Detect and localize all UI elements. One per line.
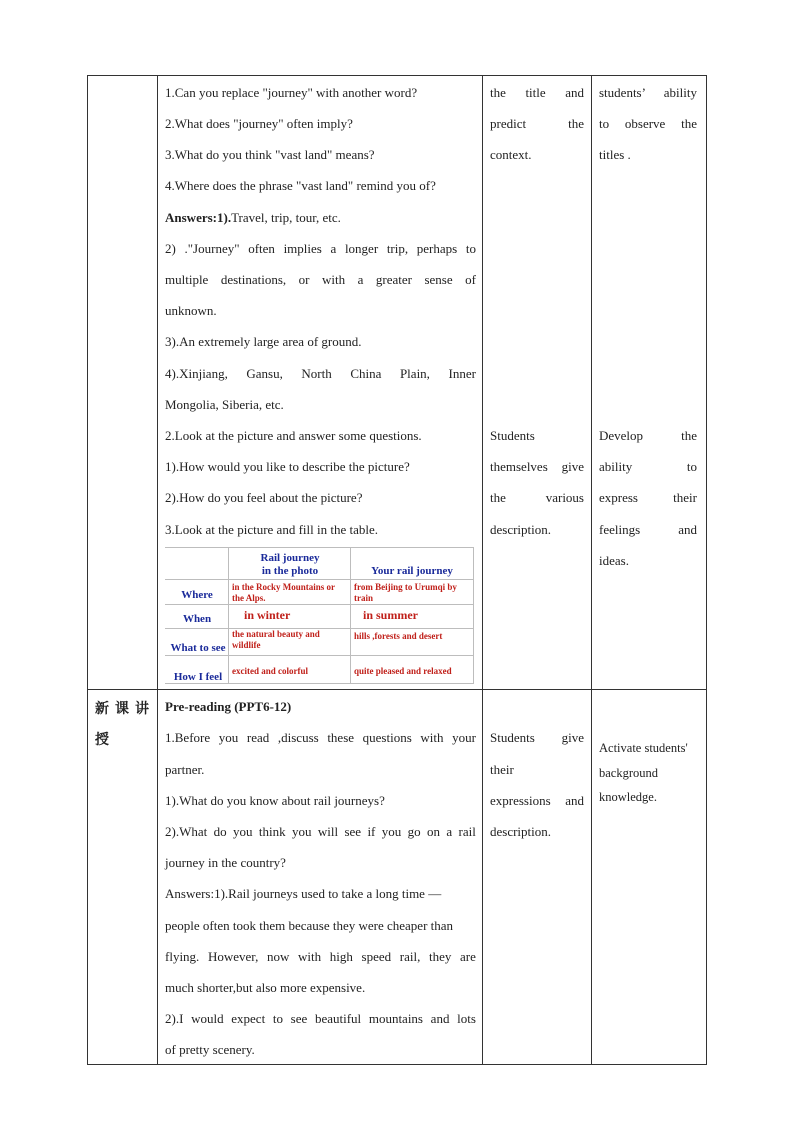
prereading-answer-2-cont: of pretty scenery.	[165, 1042, 255, 1057]
prereading-answer: much shorter,but also more expensive.	[165, 980, 366, 995]
students-activity: description.	[490, 824, 552, 839]
word: the	[490, 490, 506, 505]
row-label-what-to-see: What to see	[170, 642, 226, 654]
word: perhaps	[416, 241, 458, 256]
word: ."Journey"	[184, 241, 240, 256]
design-intent: titles .	[599, 147, 631, 162]
word: with	[322, 272, 346, 287]
word: lots	[457, 1011, 476, 1026]
word: the	[681, 116, 697, 131]
word: multiple	[165, 272, 209, 287]
cell-see-yours: hills ,forests and desert	[354, 631, 443, 641]
answers-line	[165, 210, 341, 226]
question-line: 2.What does "journey" often imply?	[165, 116, 353, 131]
word: express	[599, 490, 638, 505]
prereading-answer: people often took them because they were cheaper than	[165, 918, 454, 933]
word: of	[465, 272, 476, 287]
word: 4).Xinjiang,	[165, 366, 228, 381]
word: and	[430, 1011, 450, 1026]
students-activity	[490, 459, 584, 475]
word: mountains	[368, 1011, 423, 1026]
word: students’	[599, 85, 646, 100]
word: ability	[663, 85, 697, 100]
word: give	[561, 459, 584, 474]
row-label-how-i-feel: How I feel	[173, 671, 223, 683]
table-header-photo: Rail journey in the photo	[260, 552, 320, 577]
design-intent	[599, 85, 697, 101]
word: Gansu,	[246, 366, 283, 381]
col-line-2	[482, 75, 483, 1065]
word: and	[565, 85, 584, 100]
word: observe	[624, 116, 666, 131]
prereading-question-2	[165, 824, 476, 840]
design-intent	[599, 522, 697, 538]
word: ability	[599, 459, 633, 474]
cell-when-yours: in summer	[363, 608, 418, 622]
design-intent	[599, 116, 697, 132]
word: 2).What	[165, 824, 208, 839]
prereading-answer-2	[165, 1011, 476, 1027]
students-activity: description.	[490, 522, 552, 537]
design-intent	[599, 428, 697, 444]
word: greater	[375, 272, 412, 287]
word: questions	[362, 730, 412, 745]
prereading-line-2: partner.	[165, 762, 205, 777]
word: with	[298, 949, 322, 964]
inner-hline	[165, 683, 474, 684]
inner-vline	[228, 547, 229, 684]
word: to	[686, 459, 697, 474]
question-line: 2).How do you feel about the picture?	[165, 490, 363, 505]
word: the	[681, 428, 697, 443]
word: 2).I	[165, 1011, 184, 1026]
word: high	[329, 949, 353, 964]
row-label-when: When	[182, 613, 212, 625]
answers-label: Answers:1).	[165, 210, 232, 225]
word: to	[465, 241, 476, 256]
word: with	[420, 730, 444, 745]
word: are	[460, 949, 476, 964]
cell-feel-yours: quite pleased and relaxed	[354, 666, 452, 676]
question-line: 3.What do you think "vast land" means?	[165, 147, 375, 162]
word: if	[367, 824, 376, 839]
word: Inner	[448, 366, 476, 381]
inner-hline	[165, 604, 474, 605]
word: implies	[283, 241, 322, 256]
design-intent: Activate students'	[599, 741, 688, 755]
question-line: 4.Where does the phrase "vast land" remind you of?	[165, 178, 436, 193]
word: and	[565, 793, 584, 808]
word: speed	[361, 949, 392, 964]
inner-vline	[473, 547, 474, 684]
word: title	[525, 85, 546, 100]
word: a	[357, 272, 364, 287]
table-top-border	[87, 75, 707, 76]
word: read	[246, 730, 270, 745]
prereading-title: Pre-reading (PPT6-12)	[165, 699, 292, 714]
word: on	[427, 824, 441, 839]
word: they	[429, 949, 452, 964]
col-line-1	[157, 75, 158, 1065]
word: predict	[490, 116, 527, 131]
prereading-question: 1).What do you know about rail journeys?	[165, 793, 385, 808]
word: North	[301, 366, 332, 381]
word: a	[446, 824, 453, 839]
question-line: 3.Look at the picture and fill in the table.	[165, 522, 378, 537]
word: the	[568, 116, 584, 131]
students-activity: their	[490, 762, 514, 777]
question-line: 1.Can you replace "journey" with another word?	[165, 85, 418, 100]
word: a	[330, 241, 337, 256]
word: trip,	[386, 241, 409, 256]
design-intent	[599, 459, 697, 475]
prereading-line	[165, 730, 476, 746]
students-activity: Students	[490, 428, 535, 443]
word: beautiful	[314, 1011, 362, 1026]
col-line-4	[706, 75, 707, 1065]
word: to	[599, 116, 610, 131]
answer-2-line-2	[165, 272, 476, 288]
word: you	[291, 824, 312, 839]
word: sense	[424, 272, 453, 287]
inner-hline	[165, 579, 474, 580]
students-activity	[490, 730, 584, 746]
word: your	[452, 730, 476, 745]
question-line: 2.Look at the picture and answer some questions.	[165, 428, 422, 443]
prereading-answer	[165, 949, 476, 965]
word: the	[490, 85, 506, 100]
prereading-question-2-cont: journey in the country?	[165, 855, 286, 870]
row-divider	[87, 689, 707, 690]
answers-text: Travel, trip, tour, etc.	[231, 210, 341, 225]
prereading-answer: Answers:1).Rail journeys used to take a long time —	[165, 886, 442, 901]
word: Plain,	[399, 366, 430, 381]
question-line: 1).How would you like to describe the picture?	[165, 459, 410, 474]
fill-in-table	[165, 547, 474, 684]
word: China	[350, 366, 382, 381]
answer-2-line	[165, 241, 476, 257]
cell-when-photo: in winter	[244, 608, 291, 622]
col-line-0	[87, 75, 88, 1065]
word: see	[290, 1011, 308, 1026]
word: Develop	[599, 428, 644, 443]
word: destinations,	[220, 272, 287, 287]
word: longer	[344, 241, 379, 256]
word: flying.	[165, 949, 200, 964]
word: 2)	[165, 241, 176, 256]
table-header-yours: Your rail journey	[371, 565, 453, 577]
cell-feel-photo: excited and colorful	[232, 666, 308, 676]
word: to	[272, 1011, 283, 1026]
word: see	[344, 824, 362, 839]
word: rail,	[399, 949, 421, 964]
word: However,	[207, 949, 259, 964]
students-activity	[490, 793, 584, 809]
word: feelings	[599, 522, 641, 537]
word: you	[381, 824, 402, 839]
section-label: 新课讲	[95, 701, 155, 717]
word: ,discuss	[277, 730, 319, 745]
word: do	[213, 824, 227, 839]
word: expressions	[490, 793, 551, 808]
answer-3-line: 3).An extremely large area of ground.	[165, 334, 362, 349]
design-intent: ideas.	[599, 553, 629, 568]
word: various	[545, 490, 584, 505]
inner-hline	[165, 547, 474, 548]
col-line-3	[591, 75, 592, 1065]
word: these	[327, 730, 355, 745]
students-activity: context.	[490, 147, 532, 162]
cell-see-photo: the natural beauty and wildlife	[232, 629, 320, 650]
word: their	[673, 490, 697, 505]
section-label-cont: 授	[95, 732, 115, 748]
students-activity	[490, 85, 584, 101]
answer-2-line-3: unknown.	[165, 303, 217, 318]
students-activity	[490, 116, 584, 132]
word: rail	[458, 824, 476, 839]
word: now	[266, 949, 290, 964]
inner-hline	[165, 655, 474, 656]
design-intent	[599, 490, 697, 506]
word: themselves	[490, 459, 548, 474]
answer-4-line-2: Mongolia, Siberia, etc.	[165, 397, 284, 412]
word: Students	[490, 730, 535, 745]
word: think	[258, 824, 286, 839]
table-bottom-border	[87, 1064, 707, 1065]
word: expect	[231, 1011, 266, 1026]
word: would	[191, 1011, 224, 1026]
word: go	[407, 824, 421, 839]
answer-4-line	[165, 366, 476, 382]
row-label-where: Where	[181, 589, 213, 601]
word: give	[561, 730, 584, 745]
design-intent: background	[599, 766, 659, 780]
word: you	[218, 730, 239, 745]
word: and	[678, 522, 697, 537]
word: 1.Before	[165, 730, 211, 745]
cell-where-photo: in the Rocky Mountains or the Alps.	[232, 582, 335, 603]
cell-where-yours: from Beijing to Urumqi by train	[354, 582, 457, 603]
word: often	[248, 241, 275, 256]
word: will	[317, 824, 339, 839]
word: or	[298, 272, 310, 287]
word: you	[232, 824, 253, 839]
design-intent: knowledge.	[599, 790, 657, 804]
students-activity	[490, 490, 584, 506]
